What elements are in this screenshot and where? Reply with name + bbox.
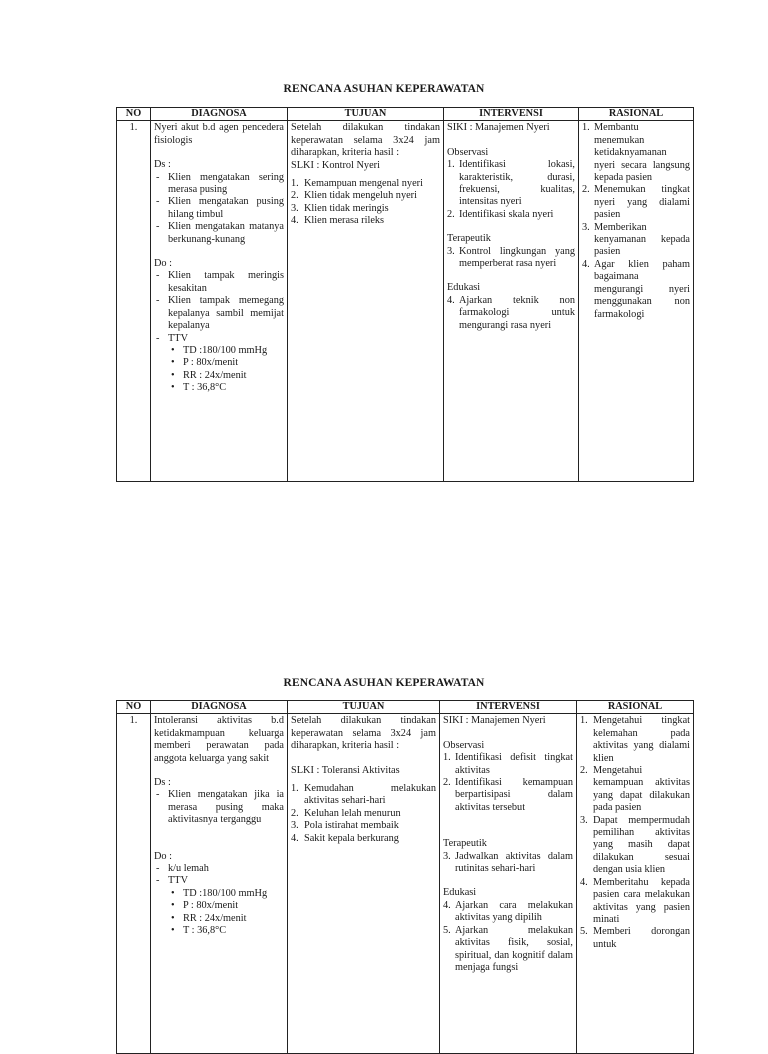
list-item: 1. Membantu menemukan ketidaknyamanan nyeri secara langsung kepada pasien	[582, 122, 690, 184]
header-tujuan: TUJUAN	[288, 701, 440, 714]
diagnosa-cell	[151, 121, 288, 482]
list-item: 1. Kemudahan melakukan aktivitas sehari-hari	[291, 783, 436, 807]
list-item: - Klien mengatakan pusing hilang timbul	[154, 196, 284, 221]
header-diagnosa: DIAGNOSA	[151, 108, 288, 121]
list-item: 4. Memberitahu kepada pasien cara melakukan aktivitas yang pasien minati	[580, 876, 690, 925]
edukasi-label: Edukasi	[443, 887, 477, 899]
ttv-list	[154, 888, 284, 938]
edukasi-list	[447, 295, 575, 332]
list-item: 3. Dapat mempermudah pemilihan aktivitas yang masih dapat dilakukan sesuai dengan usia klien	[580, 814, 690, 876]
row-number: 1.	[117, 121, 151, 482]
header-tujuan: TUJUAN	[288, 108, 444, 121]
tujuan-intro: Setelah dilakukan tindakan keperawatan selama 3x24 jam diharapkan, kriteria hasil :	[291, 122, 440, 159]
header-intervensi: INTERVENSI	[440, 701, 577, 714]
diagnosa-main: Nyeri akut b.d agen pencedera fisiologis	[154, 122, 284, 146]
list-item: 2. Identifikasi kemampuan berpartisipasi dalam aktivitas tersebut	[443, 777, 573, 813]
list-item: 3. Kontrol lingkungan yang memperberat rasa nyeri	[447, 245, 575, 270]
rasional-list	[582, 122, 690, 321]
list-item: - Klien tampak memegang kepalanya sambil memijat kepalanya	[154, 295, 284, 332]
tujuan-intro: Setelah dilakukan tindakan keperawatan selama 3x24 jam diharapkan, kriteria hasil :	[291, 715, 436, 752]
table-header-row	[117, 701, 694, 714]
list-item: - Klien tampak meringis kesakitan	[154, 270, 284, 295]
observasi-list	[447, 159, 575, 221]
diagnosa-main: Intoleransi aktivitas b.d ketidakmampuan keluarga memberi perawatan pada anggota keluarga yang sakit	[154, 715, 284, 764]
plan1-title: RENCANA ASUHAN KEPERAWATAN	[283, 83, 485, 95]
observasi-list	[443, 752, 573, 814]
list-item: 3. Jadwalkan aktivitas dalam rutinitas sehari-hari	[443, 850, 573, 875]
edukasi-label: Edukasi	[447, 282, 481, 294]
terapeutik-label: Terapeutik	[443, 838, 487, 850]
list-item: - TTV	[154, 875, 284, 887]
list-item: - Klien mengatakan sering merasa pusing	[154, 172, 284, 197]
observasi-label: Observasi	[443, 739, 485, 751]
do-label: Do :	[154, 850, 173, 862]
list-item: 2. Keluhan lelah menurun	[291, 807, 401, 819]
tujuan-cell	[288, 714, 440, 1054]
list-item: 2. Menemukan tingkat nyeri yang dialami pasien	[582, 184, 690, 221]
list-item: 2. Identifikasi skala nyeri	[447, 208, 554, 220]
list-item: 3. Klien tidak meringis	[291, 202, 389, 214]
ds-list	[154, 172, 284, 246]
slki-label: SLKI : Toleransi Aktivitas	[291, 764, 400, 776]
terapeutik-label: Terapeutik	[447, 233, 491, 245]
ds-list	[154, 789, 284, 826]
list-item: 4. Ajarkan cara melakukan aktivitas yang dipilih	[443, 899, 573, 924]
list-item: - k/u lemah	[154, 863, 284, 875]
diagnosa-cell	[151, 714, 288, 1054]
list-item: - TTV	[154, 333, 284, 345]
care-plan-table-2	[116, 700, 694, 1054]
header-diagnosa: DIAGNOSA	[151, 701, 288, 714]
table-header-row	[117, 108, 694, 121]
intervensi-cell	[444, 121, 579, 482]
list-item: 2. Mengetahui kemampuan aktivitas yang dapat dilakukan pada pasien	[580, 765, 690, 814]
ttv-item: • P : 80x/menit	[154, 900, 284, 912]
header-intervensi: INTERVENSI	[444, 108, 579, 121]
terapeutik-list	[443, 851, 573, 876]
do-list	[154, 270, 284, 344]
list-item: 2. Klien tidak mengeluh nyeri	[291, 190, 417, 202]
ttv-item: • TD :180/100 mmHg	[154, 345, 284, 357]
list-item: 4. Ajarkan teknik non farmakologi untuk mengurangi rasa nyeri	[447, 294, 575, 331]
ds-label: Ds :	[154, 777, 171, 789]
slki-label: SLKI : Kontrol Nyeri	[291, 159, 380, 171]
list-item: 4. Sakit kepala berkurang	[291, 832, 399, 844]
criteria-list	[291, 178, 440, 228]
tujuan-cell	[288, 121, 444, 482]
ttv-item: • T : 36,8°C	[154, 925, 284, 937]
rasional-list	[580, 715, 690, 951]
ttv-item: • P : 80x/menit	[154, 357, 284, 369]
siki-label: SIKI : Manajemen Nyeri	[443, 715, 546, 727]
list-item: 1. Identifikasi lokasi, karakteristik, durasi, frekuensi, kualitas, intensitas nyeri	[447, 159, 575, 208]
ds-label: Ds :	[154, 159, 171, 171]
ttv-item: • TD :180/100 mmHg	[154, 888, 284, 900]
ttv-item: • T : 36,8°C	[154, 382, 284, 394]
observasi-label: Observasi	[447, 146, 489, 158]
care-plan-table-1	[116, 107, 694, 482]
rasional-cell	[579, 121, 694, 482]
ttv-item: • RR : 24x/menit	[154, 913, 284, 925]
list-item: 4. Agar klien paham bagaimana mengurangi nyeri menggunakan non farmakologi	[582, 258, 690, 320]
ttv-list	[154, 345, 284, 395]
table-row	[117, 714, 694, 1054]
table-row	[117, 121, 694, 482]
list-item: - Klien mengatakan matanya berkunang-kunang	[154, 221, 284, 246]
rasional-cell	[577, 714, 694, 1054]
list-item: 3. Pola istirahat membaik	[291, 820, 399, 832]
ttv-item: • RR : 24x/menit	[154, 370, 284, 382]
header-no: NO	[117, 701, 151, 714]
plan2-title: RENCANA ASUHAN KEPERAWATAN	[283, 677, 485, 689]
list-item: 4. Klien merasa rileks	[291, 215, 385, 227]
list-item: 1. Identifikasi defisit tingkat aktivitas	[443, 752, 573, 776]
terapeutik-list	[447, 246, 575, 271]
do-label: Do :	[154, 258, 173, 270]
siki-label: SIKI : Manajemen Nyeri	[447, 122, 550, 134]
row-number: 1.	[117, 714, 151, 1054]
intervensi-cell	[440, 714, 577, 1054]
do-list	[154, 863, 284, 888]
edukasi-list	[443, 900, 573, 974]
criteria-list	[291, 783, 436, 845]
list-item: 1. Kemampuan mengenal nyeri	[291, 178, 423, 190]
list-item: 3. Memberikan kenyamanan kepada pasien	[582, 221, 690, 258]
header-rasional: RASIONAL	[579, 108, 694, 121]
list-item: 5. Ajarkan melakukan aktivitas fisik, sosial, spiritual, dan kognitif dalam menjaga fungsi	[443, 924, 573, 973]
header-no: NO	[117, 108, 151, 121]
list-item: 1. Mengetahui tingkat kelemahan pada aktivitas yang dialami klien	[580, 715, 690, 764]
list-item: 5. Memberi dorongan untuk	[580, 926, 690, 950]
list-item: - Klien mengatakan jika ia merasa pusing maka aktivitasnya terganggu	[154, 789, 284, 826]
header-rasional: RASIONAL	[577, 701, 694, 714]
